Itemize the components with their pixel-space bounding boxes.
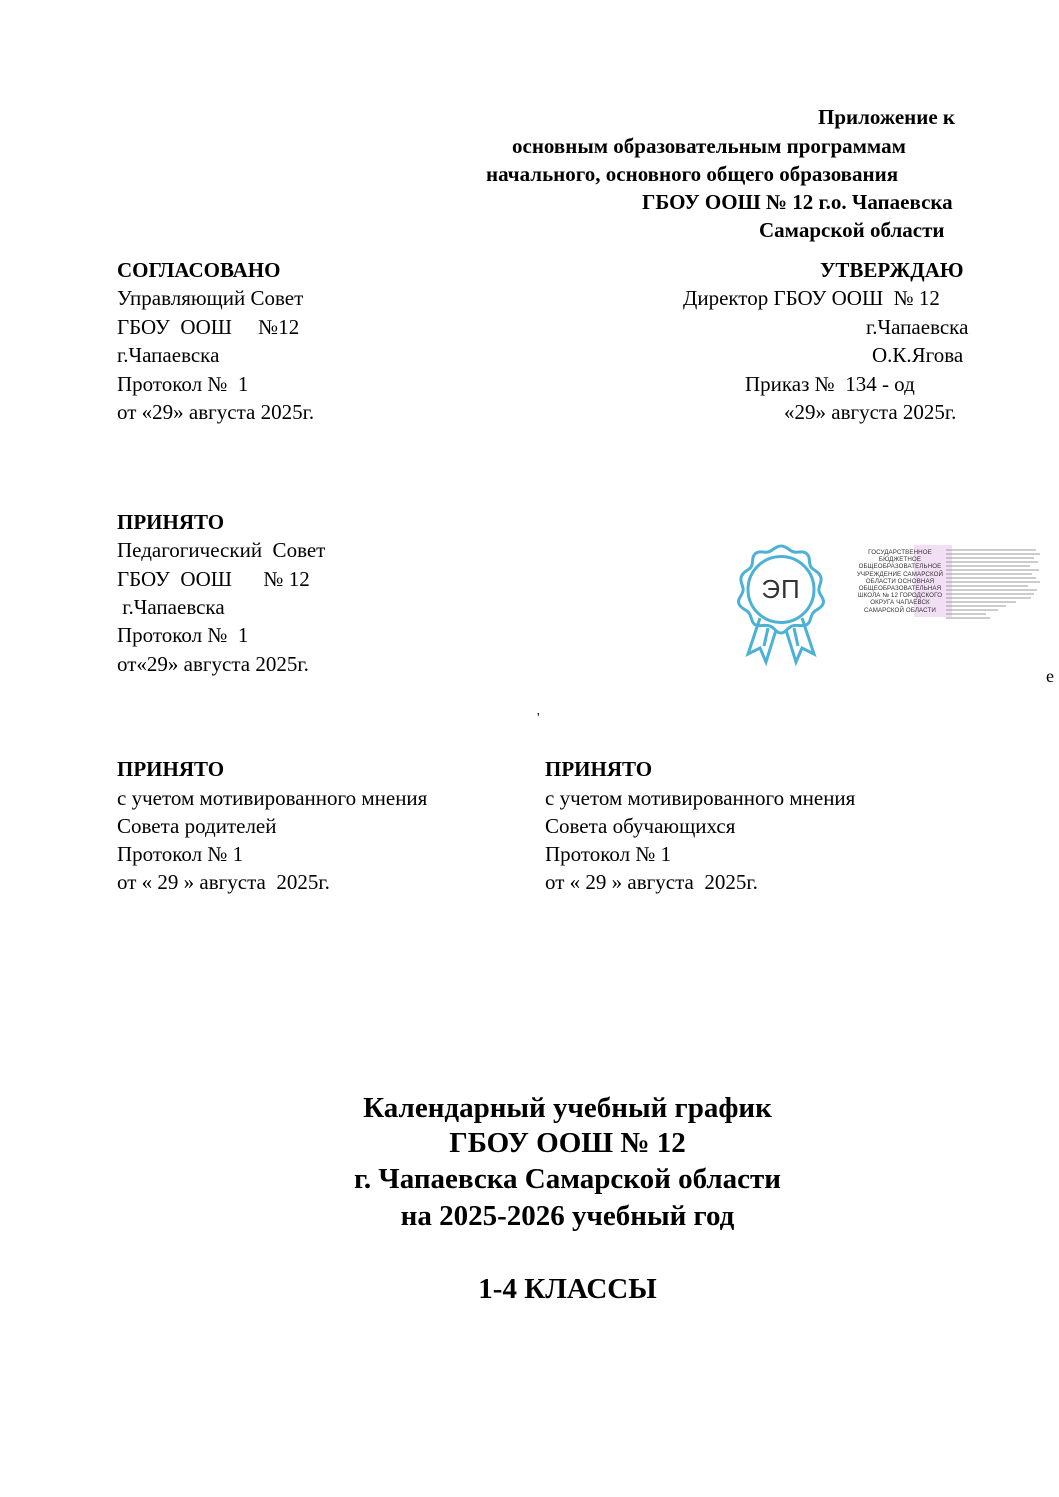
stamp-org-name — [852, 549, 948, 614]
accepted-line: г.Чапаевска — [117, 595, 225, 619]
agreed-line: ГБОУ ООШ №12 — [117, 315, 300, 339]
signature-rosette-icon — [730, 542, 832, 670]
approved-line: Директор ГБОУ ООШ № 12 — [683, 286, 940, 310]
accepted-line: Протокол № 1 — [117, 623, 249, 647]
accepted-line: ГБОУ ООШ № 12 — [117, 567, 310, 591]
grades-label: 1-4 КЛАССЫ — [478, 1273, 657, 1305]
appendix-line: ГБОУ ООШ № 12 г.о. Чапаевска — [642, 190, 953, 214]
title-line: на 2025-2026 учебный год — [400, 1200, 735, 1232]
accepted-line: с учетом мотивированного мнения — [117, 786, 428, 810]
approved-line: г.Чапаевска — [866, 315, 969, 339]
stamp-fine-print-icon — [946, 548, 1042, 624]
appendix-line: Приложение к — [818, 105, 956, 129]
stamp-org-line: САМАРСКОЙ ОБЛАСТИ — [864, 606, 936, 614]
stamp-org-line: ГОСУДАРСТВЕННОЕ — [868, 549, 932, 556]
margin-letter: е — [1046, 666, 1054, 686]
accepted-line: Педагогический Совет — [117, 538, 326, 562]
agreed-heading: СОГЛАСОВАНО — [117, 258, 281, 282]
title-line: г. Чапаевска Самарской области — [354, 1163, 781, 1195]
stamp-org-line: ОБЩЕОБРАЗОВАТЕЛЬНОЕ — [858, 563, 942, 571]
agreed-line: от «29» августа 2025г. — [117, 400, 315, 424]
accepted-line: от « 29 » августа 2025г. — [117, 870, 330, 894]
title-line: Календарный учебный график — [363, 1092, 772, 1124]
accepted-heading: ПРИНЯТО — [545, 757, 653, 781]
accepted-line: с учетом мотивированного мнения — [545, 786, 856, 810]
appendix-line: начального, основного общего образования — [486, 162, 899, 186]
accepted-line: Протокол № 1 — [117, 842, 244, 866]
approved-line: О.К.Ягова — [872, 343, 964, 367]
accepted-line: Совета родителей — [117, 814, 277, 838]
agreed-line: Управляющий Совет — [117, 286, 304, 310]
accepted-line: от«29» августа 2025г. — [117, 652, 309, 676]
stamp-org-line: ОКРУГА ЧАПАЕВСК — [870, 599, 930, 607]
signature-mark: ЭП — [761, 574, 801, 604]
accepted-heading: ПРИНЯТО — [117, 757, 225, 781]
appendix-line: основным образовательным программам — [512, 134, 906, 158]
agreed-line: г.Чапаевска — [117, 343, 220, 367]
center-mark: ' — [537, 711, 540, 726]
appendix-line: Самарской области — [759, 218, 945, 242]
accepted-line: Совета обучающихся — [545, 814, 736, 838]
stamp-org-line: ОБЛАСТИ ОСНОВНАЯ — [865, 577, 935, 585]
stamp-org-line: ШКОЛА № 12 ГОРОДСКОГО — [857, 592, 943, 600]
accepted-line: от « 29 » августа 2025г. — [545, 870, 758, 894]
approved-line: «29» августа 2025г. — [784, 400, 957, 424]
approved-heading: УТВЕРЖДАЮ — [820, 258, 964, 282]
stamp-org-line: ОБЩЕОБРАЗОВАТЕЛЬНАЯ — [858, 585, 942, 593]
agreed-line: Протокол № 1 — [117, 372, 249, 396]
stamp-org-line: УЧРЕЖДЕНИЕ САМАРСКОЙ — [856, 570, 944, 578]
stamp-org-line: БЮДЖЕТНОЕ — [878, 556, 922, 564]
approved-line: Приказ № 134 - од — [745, 372, 915, 396]
title-line: ГБОУ ООШ № 12 — [449, 1127, 686, 1159]
accepted-line: Протокол № 1 — [545, 842, 672, 866]
accepted-heading: ПРИНЯТО — [117, 510, 225, 534]
